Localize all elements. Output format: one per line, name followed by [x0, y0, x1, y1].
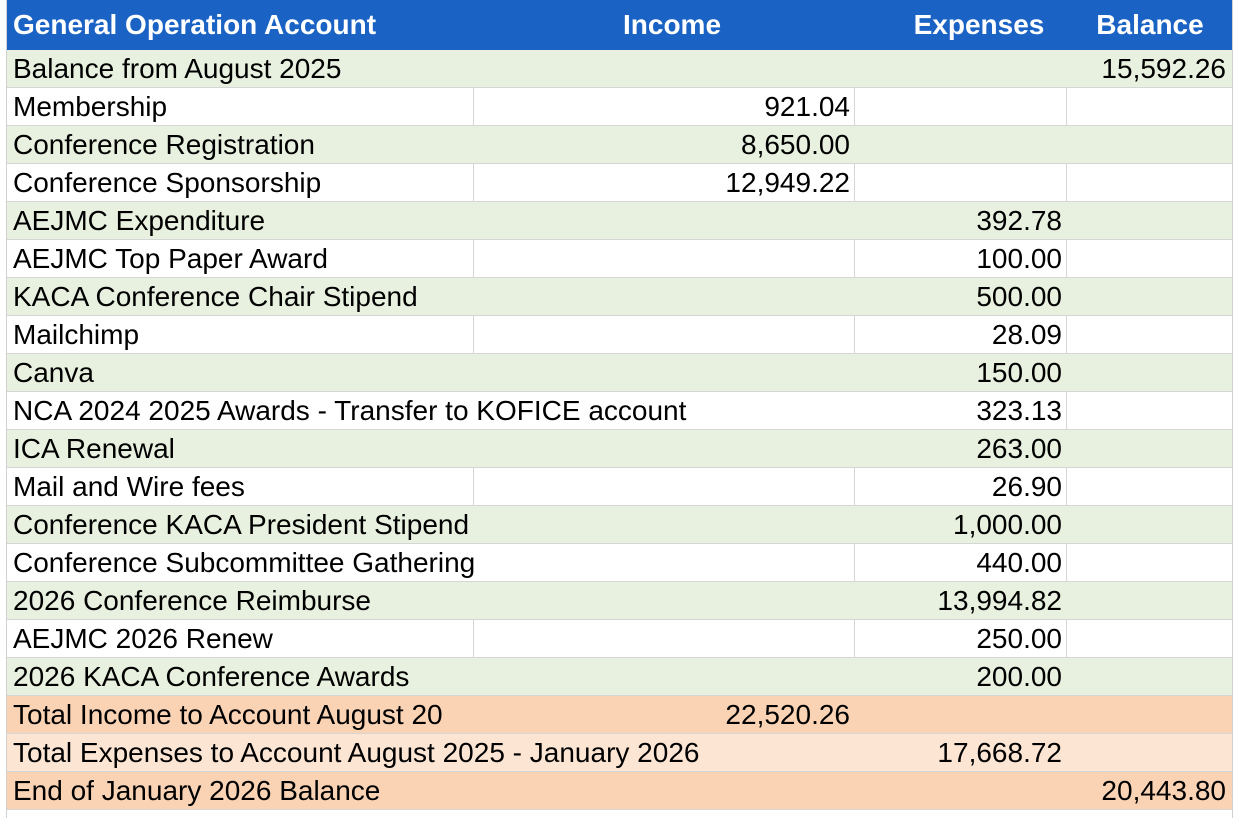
row-label[interactable]: ICA Renewal — [13, 433, 175, 464]
table-row — [7, 468, 1232, 506]
income-cell[interactable]: 22,520.26 — [725, 699, 850, 730]
expenses-cell[interactable]: 200.00 — [976, 661, 1062, 692]
income-cell[interactable] — [473, 202, 854, 239]
table-row — [7, 392, 1232, 430]
table-row — [7, 620, 1232, 658]
table-row — [7, 506, 1232, 544]
income-cell[interactable] — [473, 240, 854, 277]
table-row — [7, 126, 1232, 164]
income-cell[interactable] — [473, 468, 854, 505]
income-cell[interactable] — [473, 772, 854, 809]
row-label[interactable]: AEJMC Top Paper Award — [13, 243, 328, 274]
row-label[interactable]: Conference Registration — [13, 129, 315, 160]
row-label[interactable]: 2026 Conference Reimburse — [13, 585, 371, 616]
balance-cell[interactable] — [1066, 582, 1232, 619]
expenses-cell[interactable]: 323.13 — [976, 395, 1062, 426]
row-label[interactable]: Conference KACA President Stipend — [13, 509, 470, 540]
row-label[interactable]: KACA Conference Chair Stipend — [13, 281, 418, 312]
income-cell[interactable] — [473, 392, 854, 429]
table-row — [7, 734, 1232, 772]
row-label[interactable]: Balance from August 2025 — [13, 53, 342, 84]
income-cell[interactable] — [473, 658, 854, 695]
row-label[interactable]: Conference Subcommittee Gathering — [13, 547, 476, 578]
balance-cell[interactable] — [1066, 392, 1232, 429]
table-row — [7, 164, 1232, 202]
balance-cell[interactable] — [1066, 278, 1232, 315]
balance-cell[interactable] — [1066, 202, 1232, 239]
expenses-cell[interactable] — [854, 126, 1066, 163]
header-income[interactable]: Income — [622, 9, 722, 40]
table-row — [7, 772, 1232, 810]
income-cell[interactable] — [473, 278, 854, 315]
header-account[interactable]: General Operation Account — [13, 9, 377, 40]
expenses-cell[interactable]: 440.00 — [976, 547, 1062, 578]
balance-cell[interactable] — [1066, 354, 1232, 391]
row-label[interactable]: Total Expenses to Account August 2025 - January 2026 — [13, 737, 700, 768]
table-row — [7, 544, 1232, 582]
balance-cell[interactable] — [1066, 430, 1232, 467]
balance-cell[interactable] — [1066, 696, 1232, 733]
balance-cell[interactable] — [1066, 506, 1232, 543]
table-row — [7, 430, 1232, 468]
table-row — [7, 696, 1232, 734]
expenses-cell[interactable]: 500.00 — [976, 281, 1062, 312]
row-label[interactable]: NCA 2024 2025 Awards - Transfer to KOFICE account — [13, 395, 687, 426]
expenses-cell[interactable]: 26.90 — [991, 471, 1062, 502]
table-row — [7, 316, 1232, 354]
row-label[interactable]: 2026 KACA Conference Awards — [13, 661, 410, 692]
expenses-cell[interactable] — [854, 696, 1066, 733]
table-row — [7, 88, 1232, 126]
row-label[interactable]: Membership — [13, 91, 168, 122]
balance-cell[interactable] — [1066, 658, 1232, 695]
expenses-cell[interactable]: 250.00 — [976, 623, 1062, 654]
income-cell[interactable] — [473, 354, 854, 391]
expenses-cell[interactable]: 1,000.00 — [953, 509, 1062, 540]
expenses-cell[interactable] — [854, 88, 1066, 125]
income-cell[interactable] — [473, 316, 854, 353]
table-row — [7, 240, 1232, 278]
row-label[interactable]: Mail and Wire fees — [13, 471, 245, 502]
table-row — [7, 278, 1232, 316]
balance-cell[interactable] — [1066, 316, 1232, 353]
row-label[interactable]: Canva — [13, 357, 94, 388]
income-cell[interactable] — [473, 620, 854, 657]
income-cell[interactable]: 921.04 — [764, 91, 850, 122]
income-cell[interactable] — [473, 506, 854, 543]
income-cell[interactable] — [473, 430, 854, 467]
income-cell[interactable] — [473, 582, 854, 619]
balance-cell[interactable] — [1066, 126, 1232, 163]
row-label[interactable]: Total Income to Account August 20 — [13, 699, 443, 730]
balance-cell[interactable]: 15,592.26 — [1101, 53, 1226, 84]
row-label[interactable]: AEJMC Expenditure — [13, 205, 266, 236]
income-cell[interactable] — [473, 734, 854, 771]
balance-cell[interactable] — [1066, 240, 1232, 277]
expenses-cell[interactable]: 13,994.82 — [937, 585, 1062, 616]
income-cell[interactable] — [473, 544, 854, 581]
balance-cell[interactable]: 20,443.80 — [1101, 775, 1226, 806]
expenses-cell[interactable]: 17,668.72 — [937, 737, 1062, 768]
row-label[interactable]: AEJMC 2026 Renew — [13, 623, 273, 654]
table-row — [7, 354, 1232, 392]
header-expenses[interactable]: Expenses — [913, 9, 1045, 40]
expenses-cell[interactable]: 392.78 — [976, 205, 1062, 236]
expenses-cell[interactable]: 263.00 — [976, 433, 1062, 464]
row-label[interactable]: Mailchimp — [13, 319, 140, 350]
expenses-cell[interactable] — [854, 50, 1066, 87]
expenses-cell[interactable]: 150.00 — [976, 357, 1062, 388]
balance-cell[interactable] — [1066, 734, 1232, 771]
table-row — [7, 658, 1232, 696]
expenses-cell[interactable] — [854, 772, 1066, 809]
row-label[interactable]: Conference Sponsorship — [13, 167, 322, 198]
header-balance[interactable]: Balance — [1096, 9, 1204, 40]
income-cell[interactable] — [473, 50, 854, 87]
expenses-cell[interactable]: 100.00 — [976, 243, 1062, 274]
expenses-cell[interactable]: 28.09 — [991, 319, 1062, 350]
balance-cell[interactable] — [1066, 620, 1232, 657]
expenses-cell[interactable] — [854, 164, 1066, 201]
income-cell[interactable]: 12,949.22 — [725, 167, 850, 198]
header-row — [7, 0, 1232, 50]
balance-cell[interactable] — [1066, 88, 1232, 125]
row-label[interactable]: End of January 2026 Balance — [13, 775, 381, 806]
table-row — [7, 582, 1232, 620]
balance-cell[interactable] — [1066, 164, 1232, 201]
balance-cell[interactable] — [1066, 468, 1232, 505]
table-row — [7, 50, 1232, 88]
spreadsheet — [6, 0, 1233, 818]
balance-cell[interactable] — [1066, 544, 1232, 581]
table-row — [7, 202, 1232, 240]
income-cell[interactable]: 8,650.00 — [741, 129, 850, 160]
